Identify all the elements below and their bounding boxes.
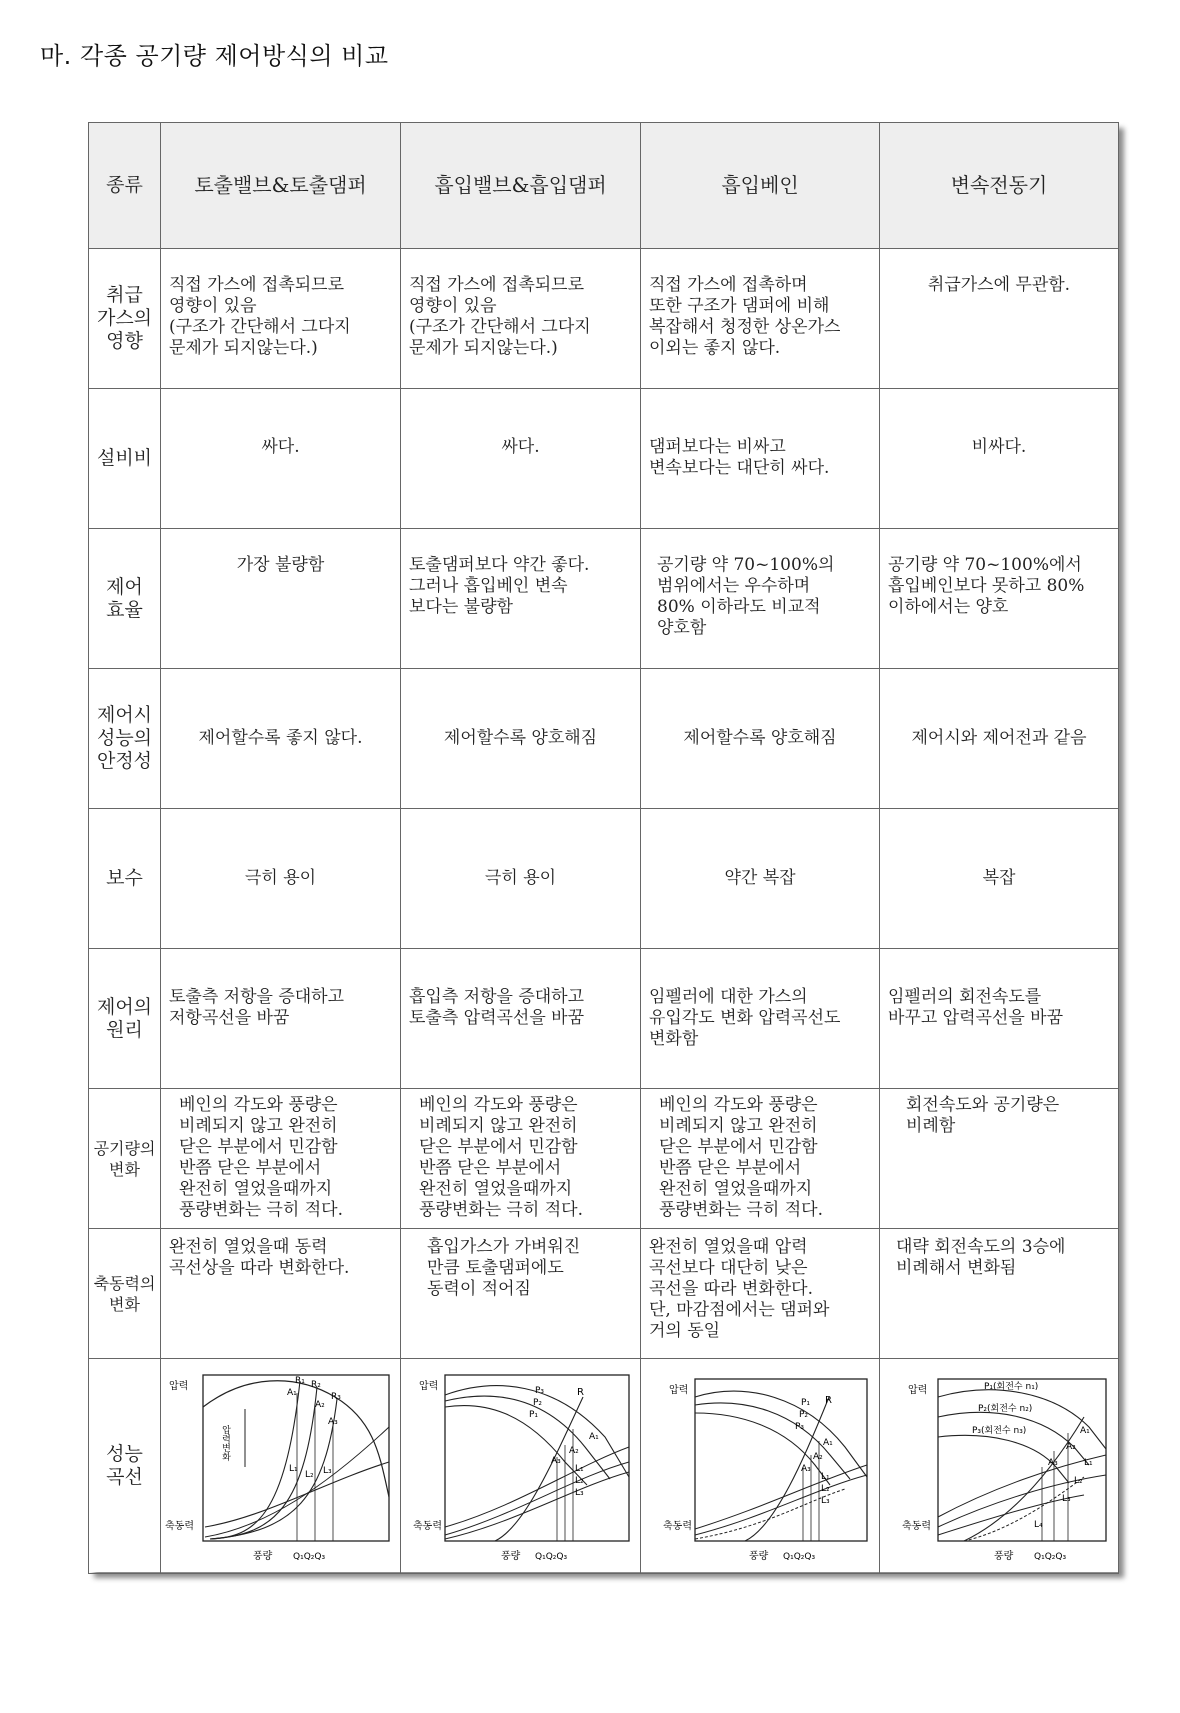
graph3-label-a2: A₂ bbox=[813, 1452, 823, 1462]
cell-gas-effect-1: 직접 가스에 접촉되므로 영향이 있음 (구조가 간단해서 그다지 문제가 되지않는다.) bbox=[169, 275, 351, 358]
graph4-power-curve-1 bbox=[938, 1455, 1106, 1517]
cell-gas-effect-2: 직접 가스에 접촉되므로 영향이 있음 (구조가 간단해서 그다지 문제가 되지않는다.) bbox=[409, 275, 591, 358]
graph2-label-l3: L₃ bbox=[575, 1488, 584, 1498]
performance-curve-graph-4 bbox=[884, 1367, 1115, 1567]
row-label-control-efficiency: 제어 효율 bbox=[106, 575, 143, 621]
cell-stability-1: 제어할수록 좋지 않다. bbox=[198, 728, 363, 748]
graph3-label-a1: A₁ bbox=[823, 1438, 833, 1448]
graph3-pressure-curve-p3 bbox=[695, 1413, 830, 1485]
performance-curve-graph-2 bbox=[405, 1367, 637, 1567]
graph2-y2-label: 축동력 bbox=[413, 1521, 442, 1532]
graph3-x-label: 풍량 bbox=[749, 1551, 769, 1562]
cell-equipment-cost-4: 비싸다. bbox=[971, 437, 1027, 457]
cell-control-efficiency-3: 공기량 약 70~100%의 범위에서는 우수하며 80% 이하라도 비교적 양호함 bbox=[657, 555, 835, 638]
graph2-label-r: R bbox=[577, 1387, 584, 1398]
performance-curve-graph-1 bbox=[165, 1367, 397, 1567]
graph2-label-l2: L₂ bbox=[575, 1476, 584, 1486]
graph4-y2-label: 축동력 bbox=[902, 1521, 931, 1532]
row-equipment-cost bbox=[89, 389, 1119, 529]
graph1-x-label: 풍량 bbox=[253, 1551, 273, 1562]
cell-maintenance-3: 약간 복잡 bbox=[724, 868, 796, 888]
graph-cell-4 bbox=[880, 1359, 1119, 1574]
cell-control-efficiency-1: 가장 불량함 bbox=[236, 555, 325, 575]
cell-equipment-cost-3: 댐퍼보다는 비싸고 변속보다는 대단히 싸다. bbox=[649, 437, 830, 478]
graph3-label-l2: L₂ bbox=[821, 1484, 830, 1494]
cell-control-principle-2: 흡입측 저항을 증대하고 토출측 압력곡선을 바꿈 bbox=[409, 987, 585, 1028]
cell-control-principle-3: 임펠러에 대한 가스의 유입각도 변화 압력곡선도 변화함 bbox=[649, 987, 841, 1049]
cell-stability-2: 제어할수록 양호해짐 bbox=[443, 728, 598, 748]
graph1-label-a1: A₁ bbox=[287, 1388, 297, 1398]
graph4-x-ticks: Q₁Q₂Q₃ bbox=[1034, 1552, 1067, 1562]
performance-curve-graph-3 bbox=[645, 1367, 876, 1567]
graph4-label-a2: A₂ bbox=[1066, 1442, 1076, 1452]
cell-gas-effect-4: 취급가스에 무관함. bbox=[927, 275, 1071, 295]
row-shaft-power-change bbox=[89, 1229, 1119, 1359]
row-label-gas-effect: 취급 가스의 영향 bbox=[96, 284, 153, 352]
graph4-pressure-curve-p1 bbox=[938, 1390, 1106, 1449]
graph4-pressure-curve-p2 bbox=[938, 1412, 1089, 1465]
graph4-y-label: 압력 bbox=[908, 1385, 928, 1396]
graph3-label-a3: A₃ bbox=[801, 1464, 811, 1474]
graph3-label-r: R bbox=[825, 1395, 832, 1406]
row-label-maintenance: 보수 bbox=[106, 867, 143, 889]
graph4-label-p2: P₂(회전수 n₂) bbox=[978, 1404, 1033, 1414]
row-label-stability: 제어시 성능의 안정성 bbox=[96, 704, 153, 772]
cell-stability-3: 제어할수록 양호해짐 bbox=[683, 728, 837, 748]
column-header-discharge-damper: 토출밸브&토출댐퍼 bbox=[161, 123, 401, 249]
graph1-label-r2: R₂ bbox=[311, 1380, 321, 1390]
graph4-x-label: 풍량 bbox=[994, 1551, 1014, 1562]
cell-maintenance-2: 극히 용이 bbox=[484, 868, 557, 888]
graph3-label-p2: P₂ bbox=[799, 1410, 809, 1420]
graph2-label-p2: P₂ bbox=[533, 1398, 543, 1408]
cell-control-principle-4: 임펠러의 회전속도를 바꾸고 압력곡선을 바꿈 bbox=[888, 987, 1064, 1028]
cell-shaft-power-change-3: 완전히 열었을때 압력 곡선보다 대단히 낮은 곡선을 따라 변화한다. 단, 마감점에서는 댐퍼와 거의 동일 bbox=[649, 1237, 830, 1341]
cell-shaft-power-change-4: 대략 회전속도의 3승에 비례해서 변화됨 bbox=[896, 1237, 1066, 1278]
row-label-airflow-change: 공기량의 변화 bbox=[93, 1138, 156, 1179]
cell-maintenance-4: 복잡 bbox=[982, 868, 1016, 888]
graph2-x-label: 풍량 bbox=[501, 1551, 521, 1562]
cell-equipment-cost-1: 싸다. bbox=[261, 437, 300, 457]
graph1-label-l1: L₁ bbox=[289, 1464, 298, 1474]
graph3-label-l3: L₃ bbox=[821, 1496, 830, 1506]
cell-equipment-cost-2: 싸다. bbox=[501, 437, 540, 457]
page-title: 마. 각종 공기량 제어방식의 비교 bbox=[40, 42, 389, 70]
row-label-performance-curve: 성능 곡선 bbox=[106, 1443, 143, 1488]
cell-control-efficiency-4: 공기량 약 70~100%에서 흡입베인보다 못하고 80% 이하에서는 양호 bbox=[888, 555, 1085, 617]
graph2-label-a3: A₃ bbox=[551, 1456, 561, 1466]
graph-cell-2 bbox=[401, 1359, 641, 1574]
graph1-y2-label: 축동력 bbox=[165, 1521, 194, 1532]
comparison-table-container bbox=[88, 122, 1118, 1572]
graph2-power-curve-3 bbox=[445, 1472, 629, 1539]
row-stability bbox=[89, 669, 1119, 809]
graph1-resistance-curve-r2 bbox=[210, 1387, 317, 1539]
column-header-inlet-vane: 흡입베인 bbox=[641, 123, 880, 249]
graph3-y2-label: 축동력 bbox=[663, 1521, 692, 1532]
cell-control-efficiency-2: 토출댐퍼보다 약간 좋다. 그러나 흡입베인 변속 보다는 불량함 bbox=[409, 555, 590, 617]
graph4-label-l2: L₂ bbox=[1074, 1476, 1083, 1486]
comparison-table bbox=[88, 122, 1119, 1574]
cell-airflow-change-2: 베인의 각도와 풍량은 비례되지 않고 완전히 닫은 부분에서 민감함 반쯤 닫은 부분에서 완전히 열었을때까지 풍량변화는 극히 적다. bbox=[419, 1095, 584, 1220]
graph4-label-l3: L₃ bbox=[1062, 1494, 1071, 1504]
graph2-label-l1: L₁ bbox=[575, 1464, 584, 1474]
graph2-pressure-curve-p1 bbox=[445, 1406, 587, 1485]
graph2-x-ticks: Q₁Q₂Q₃ bbox=[535, 1552, 568, 1562]
graph4-label-l4: L₄ bbox=[1034, 1520, 1043, 1530]
row-maintenance bbox=[89, 809, 1119, 949]
graph4-label-p3: P₃(회전수 n₃) bbox=[972, 1426, 1027, 1436]
graph1-label-r1: R₁ bbox=[295, 1376, 305, 1386]
graph2-label-a1: A₁ bbox=[589, 1432, 599, 1442]
graph1-label-a3: A₃ bbox=[328, 1417, 338, 1427]
graph4-label-a1: A₁ bbox=[1080, 1426, 1090, 1436]
graph1-label-l2: L₂ bbox=[305, 1470, 314, 1480]
cell-stability-4: 제어시와 제어전과 같음 bbox=[911, 728, 1087, 748]
graph1-y-label: 압력 bbox=[169, 1381, 189, 1392]
graph2-label-p1: P₁ bbox=[529, 1410, 539, 1420]
graph2-y-label: 압력 bbox=[419, 1381, 439, 1392]
column-header-variable-speed-motor: 변속전동기 bbox=[880, 123, 1119, 249]
graph1-resistance-curve-r3 bbox=[210, 1399, 337, 1539]
graph3-power-curve-2 bbox=[695, 1475, 867, 1535]
graph1-label-l3: L₃ bbox=[323, 1466, 332, 1476]
graph2-power-curve-1 bbox=[445, 1447, 629, 1527]
graph3-label-p3: P₃ bbox=[795, 1422, 805, 1432]
graph1-label-a2: A₂ bbox=[315, 1400, 325, 1410]
graph3-x-ticks: Q₁Q₂Q₃ bbox=[783, 1552, 816, 1562]
graph1-label-r3: R₃ bbox=[331, 1392, 341, 1402]
graph-cell-3 bbox=[641, 1359, 880, 1574]
graph1-x-ticks: Q₁Q₂Q₃ bbox=[293, 1552, 326, 1562]
graph1-vertical-label: 압력변화 bbox=[220, 1425, 230, 1461]
graph3-label-l1: L₁ bbox=[821, 1472, 830, 1482]
graph3-label-p1: P₁ bbox=[801, 1398, 811, 1408]
cell-maintenance-1: 극히 용이 bbox=[244, 868, 317, 888]
graph-cell-1 bbox=[161, 1359, 401, 1574]
graph4-label-l1: L₁ bbox=[1084, 1458, 1093, 1468]
row-gas-effect bbox=[89, 249, 1119, 389]
graph3-power-curve-1 bbox=[695, 1465, 867, 1529]
cell-shaft-power-change-2: 흡입가스가 가벼워진 만큼 토출댐퍼에도 동력이 적어짐 bbox=[427, 1237, 581, 1299]
cell-gas-effect-3: 직접 가스에 접촉하며 또한 구조가 댐퍼에 비해 복잡해서 청정한 상온가스 이외는 좋지 않다. bbox=[649, 275, 841, 358]
graph2-label-p3: P₃ bbox=[535, 1386, 545, 1396]
row-control-principle bbox=[89, 949, 1119, 1089]
graph3-y-label: 압력 bbox=[669, 1385, 689, 1396]
graph1-frame bbox=[203, 1375, 389, 1541]
row-control-efficiency bbox=[89, 529, 1119, 669]
header-row bbox=[89, 123, 1119, 249]
row-performance-curve bbox=[89, 1359, 1119, 1574]
column-header-suction-damper: 흡입밸브&흡입댐퍼 bbox=[401, 123, 641, 249]
cell-control-principle-1: 토출측 저항을 증대하고 저항곡선을 바꿈 bbox=[169, 987, 345, 1028]
cell-airflow-change-1: 베인의 각도와 풍량은 비례되지 않고 완전히 닫은 부분에서 민감함 반쯤 닫은 부분에서 완전히 열었을때까지 풍량변화는 극히 적다. bbox=[179, 1095, 344, 1220]
row-label-shaft-power-change: 축동력의 변화 bbox=[93, 1273, 156, 1314]
graph1-pressure-curve bbox=[203, 1381, 389, 1497]
graph4-label-p1: P₁(회전수 n₁) bbox=[984, 1382, 1039, 1392]
graph4-label-a3: A₃ bbox=[1048, 1458, 1058, 1468]
row-label-equipment-cost: 설비비 bbox=[96, 447, 153, 469]
graph3-pressure-curve-p1 bbox=[695, 1391, 867, 1477]
cell-airflow-change-3: 베인의 각도와 풍량은 비례되지 않고 완전히 닫은 부분에서 민감함 반쯤 닫은 부분에서 완전히 열었을때까지 풍량변화는 극히 적다. bbox=[659, 1095, 824, 1220]
graph2-label-a2: A₂ bbox=[569, 1446, 579, 1456]
cell-airflow-change-4: 회전속도와 공기량은 비례함 bbox=[906, 1095, 1060, 1136]
row-label-control-principle: 제어의 원리 bbox=[96, 995, 153, 1041]
graph2-power-curve-2 bbox=[445, 1462, 629, 1535]
row-airflow-change bbox=[89, 1089, 1119, 1229]
cell-shaft-power-change-1: 완전히 열었을때 동력 곡선상을 따라 변화한다. bbox=[169, 1237, 350, 1278]
corner-label: 종류 bbox=[89, 123, 161, 249]
